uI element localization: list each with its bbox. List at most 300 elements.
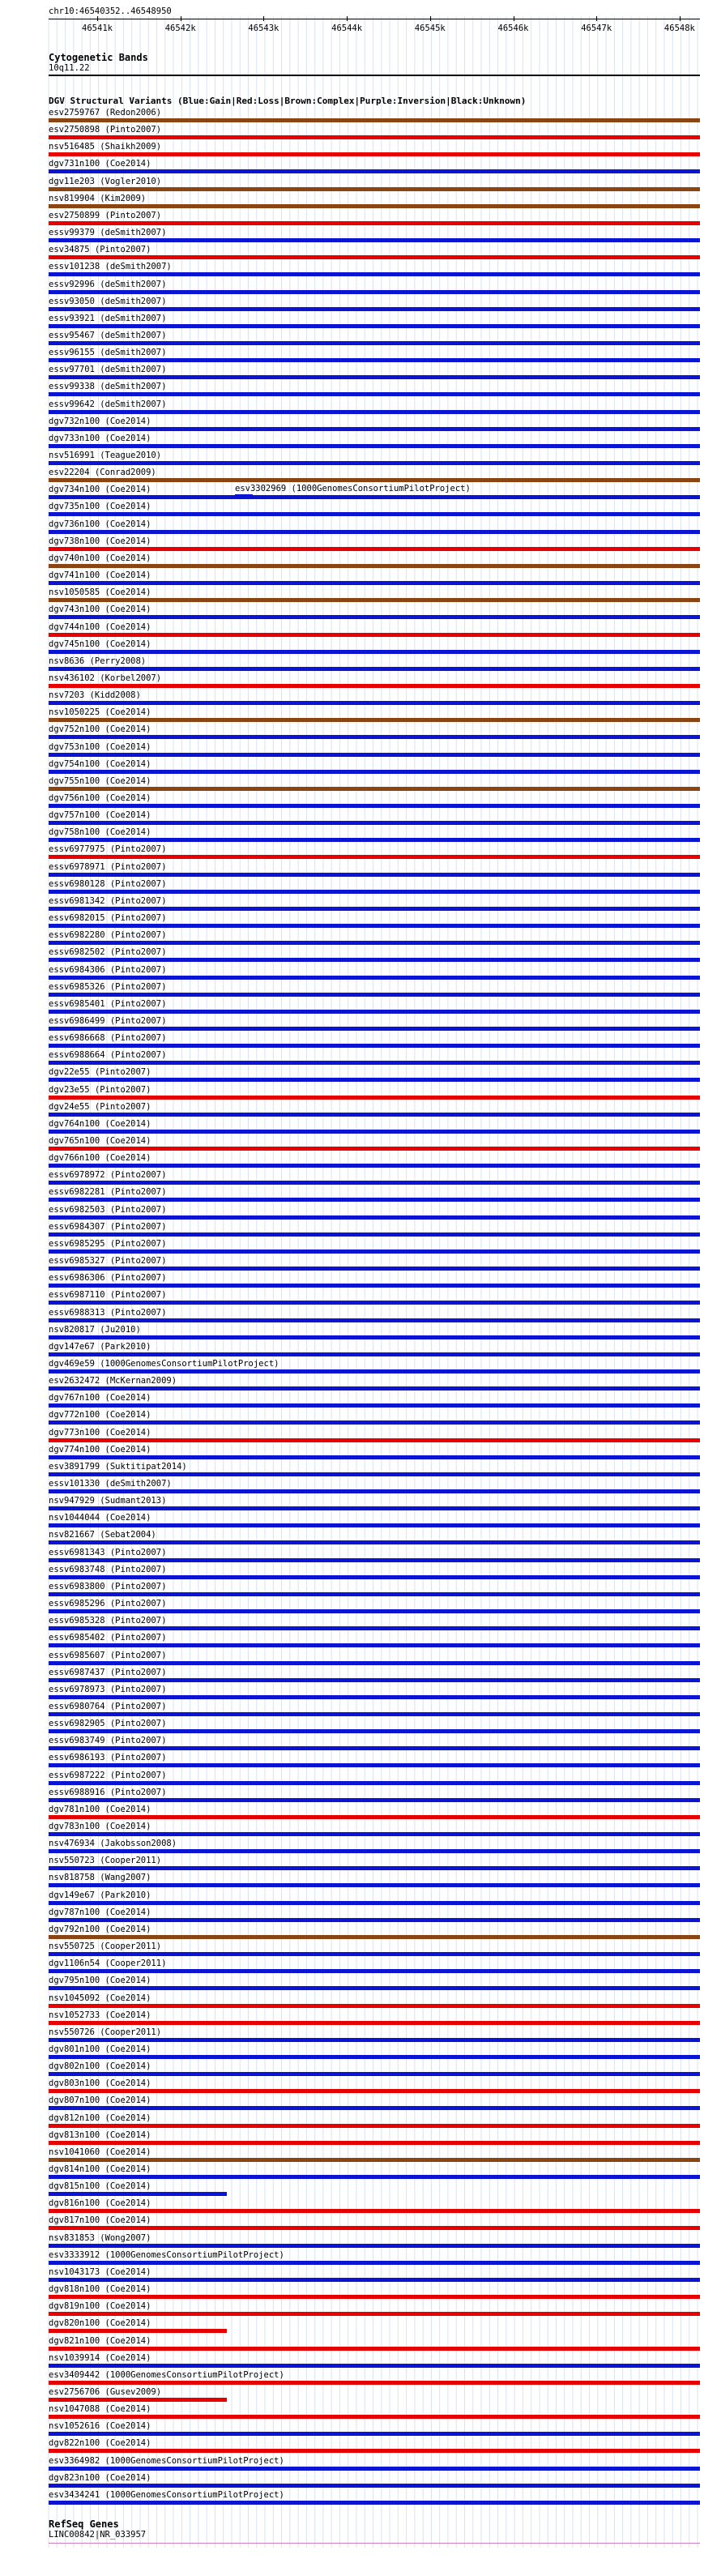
variant-bar[interactable]	[49, 1935, 700, 1939]
variant-label[interactable]: nsv550726 (Cooper2011)	[49, 2027, 162, 2037]
variant-label[interactable]: essv93921 (deSmith2007)	[49, 313, 167, 323]
variant-bar[interactable]	[49, 1592, 700, 1596]
ruler-tick-label: 46542k	[164, 23, 196, 33]
variant-bar[interactable]	[49, 2347, 700, 2351]
variant-bar[interactable]	[49, 1969, 700, 1973]
variant-bar[interactable]	[49, 375, 700, 379]
variant-label[interactable]: nsv516485 (Shaikh2009)	[49, 142, 162, 152]
variant-bar[interactable]	[49, 1181, 700, 1185]
variant-bar[interactable]	[49, 1044, 700, 1048]
variant-label[interactable]: esv3333912 (1000GenomesConsortiumPilotProject)	[49, 2249, 284, 2260]
variant-label[interactable]: dgv732n100 (Coe2014)	[49, 416, 151, 426]
variant-label[interactable]: nsv7203 (Kidd2008)	[49, 690, 141, 701]
variant-bar[interactable]	[49, 1643, 700, 1647]
variant-bar[interactable]	[49, 787, 700, 791]
variant-bar[interactable]	[49, 1609, 700, 1613]
variant-bar[interactable]	[49, 855, 700, 859]
variant-bar[interactable]	[49, 1403, 700, 1408]
variant-label[interactable]: dgv764n100 (Coe2014)	[49, 1118, 151, 1129]
variant-bar[interactable]	[49, 1096, 700, 1100]
variant-label[interactable]: essv6985326 (Pinto2007)	[49, 981, 167, 992]
variant-label[interactable]: dgv767n100 (Coe2014)	[49, 1393, 151, 1403]
variant-label[interactable]: dgv754n100 (Coe2014)	[49, 758, 151, 769]
ruler-tick	[97, 16, 98, 21]
variant-label[interactable]: essv6985295 (Pinto2007)	[49, 1238, 167, 1249]
variant-label[interactable]: nsv1050225 (Coe2014)	[49, 707, 151, 718]
variant-label[interactable]: dgv758n100 (Coe2014)	[49, 827, 151, 838]
variant-label[interactable]: essv6978972 (Pinto2007)	[49, 1170, 167, 1181]
variant-bar[interactable]	[49, 255, 700, 259]
variant-label[interactable]: essv6981342 (Pinto2007)	[49, 895, 167, 906]
cytoband-bar[interactable]	[49, 75, 700, 76]
variant-label[interactable]: nsv1039914 (Coe2014)	[49, 2352, 151, 2363]
variant-bar[interactable]	[49, 2175, 700, 2179]
variant-label[interactable]: nsv476934 (Jakobsson2008)	[49, 1839, 177, 1849]
variant-bar[interactable]	[49, 290, 700, 294]
variant-label[interactable]: essv93050 (deSmith2007)	[49, 296, 167, 306]
variant-label[interactable]: dgv820n100 (Coe2014)	[49, 2318, 151, 2329]
variant-label[interactable]: nsv8636 (Perry2008)	[49, 656, 147, 666]
ruler-tick-label: 46543k	[248, 23, 279, 33]
variant-bar[interactable]	[49, 2021, 700, 2025]
variant-bar[interactable]	[49, 1284, 700, 1288]
variant-bar[interactable]	[49, 718, 700, 722]
variant-label[interactable]: dgv740n100 (Coe2014)	[49, 553, 151, 563]
variant-label[interactable]: nsv1050585 (Coe2014)	[49, 587, 151, 598]
variant-label[interactable]: nsv820817 (Ju2010)	[49, 1324, 141, 1335]
variant-bar[interactable]	[49, 2106, 700, 2110]
variant-bar[interactable]	[49, 410, 700, 414]
variant-label[interactable]: essv6978971 (Pinto2007)	[49, 861, 167, 872]
variant-bar[interactable]	[49, 873, 700, 877]
variant-label[interactable]: essv6984306 (Pinto2007)	[49, 964, 167, 975]
variant-label[interactable]: dgv766n100 (Coe2014)	[49, 1153, 151, 1164]
variant-label[interactable]: essv6985296 (Pinto2007)	[49, 1599, 167, 1609]
variant-label[interactable]: dgv469e59 (1000GenomesConsortiumPilotProject)	[49, 1358, 279, 1369]
variant-label[interactable]: dgv783n100 (Coe2014)	[49, 1822, 151, 1831]
variant-bar[interactable]	[49, 753, 700, 757]
ruler-tick	[263, 16, 264, 21]
variant-label[interactable]: essv6982280 (Pinto2007)	[49, 930, 167, 941]
variant-label[interactable]: nsv1041060 (Coe2014)	[49, 2147, 151, 2157]
variant-label[interactable]: esv34875 (Pinto2007)	[49, 245, 151, 255]
variant-label[interactable]: dgv1106n54 (Cooper2011)	[49, 1959, 167, 1969]
variant-bar[interactable]	[49, 1746, 700, 1750]
variant-bar[interactable]	[49, 2501, 700, 2505]
variant-label[interactable]: essv6987110 (Pinto2007)	[49, 1290, 167, 1301]
variant-bar[interactable]	[49, 1661, 700, 1665]
variant-label[interactable]: nsv831853 (Wong2007)	[49, 2232, 151, 2243]
variant-label[interactable]: dgv774n100 (Coe2014)	[49, 1444, 151, 1455]
variant-label[interactable]: essv99642 (deSmith2007)	[49, 399, 167, 409]
variant-label[interactable]: essv6982503 (Pinto2007)	[49, 1204, 167, 1215]
variant-bar[interactable]	[49, 495, 700, 499]
variant-label[interactable]: nsv436102 (Korbel2007)	[49, 673, 162, 683]
variant-bar[interactable]	[49, 221, 700, 225]
variant-label[interactable]: esv3409442 (1000GenomesConsortiumPilotProject)	[49, 2369, 284, 2380]
variant-bar[interactable]	[49, 1815, 700, 1819]
variant-bar[interactable]	[49, 2141, 700, 2145]
refseq-gene-label[interactable]: LINC00842|NR_033957	[49, 2530, 147, 2540]
variant-label[interactable]: dgv757n100 (Coe2014)	[49, 810, 151, 821]
variant-label[interactable]: essv6977975 (Pinto2007)	[49, 844, 167, 855]
variant-bar[interactable]	[49, 1250, 700, 1254]
variant-label[interactable]: essv6985402 (Pinto2007)	[49, 1633, 167, 1643]
variant-label[interactable]: dgv731n100 (Coe2014)	[49, 159, 151, 169]
variant-label[interactable]: dgv149e67 (Park2010)	[49, 1890, 151, 1900]
variant-label[interactable]: dgv755n100 (Coe2014)	[49, 775, 151, 786]
variant-bar[interactable]	[49, 2124, 700, 2128]
variant-bar[interactable]	[49, 1952, 700, 1956]
variant-bar[interactable]	[49, 392, 700, 396]
variant-label[interactable]: dgv741n100 (Coe2014)	[49, 570, 151, 581]
variant-label[interactable]: dgv745n100 (Coe2014)	[49, 639, 151, 649]
variant-bar[interactable]	[49, 924, 700, 928]
variant-label[interactable]: essv6978973 (Pinto2007)	[49, 1684, 167, 1694]
variant-bar[interactable]	[49, 907, 700, 911]
variant-bar[interactable]	[49, 358, 700, 362]
variant-bar[interactable]	[49, 2329, 227, 2333]
variant-label[interactable]: dgv813n100 (Coe2014)	[49, 2130, 151, 2140]
variant-label[interactable]: essv6982281 (Pinto2007)	[49, 1187, 167, 1198]
variant-label[interactable]: essv6983749 (Pinto2007)	[49, 1736, 167, 1746]
variant-label[interactable]: esv2750899 (Pinto2007)	[49, 210, 162, 220]
variant-label[interactable]: essv6986499 (Pinto2007)	[49, 1015, 167, 1026]
variant-bar[interactable]	[49, 1061, 700, 1065]
variant-label[interactable]: dgv816n100 (Coe2014)	[49, 2198, 151, 2209]
variant-bar[interactable]	[49, 667, 700, 671]
variant-label[interactable]: dgv738n100 (Coe2014)	[49, 536, 151, 546]
variant-bar[interactable]	[49, 1215, 700, 1220]
variant-bar[interactable]	[49, 238, 700, 242]
variant-bar[interactable]	[49, 2381, 700, 2385]
variant-bar[interactable]	[49, 564, 700, 568]
variant-label[interactable]: dgv773n100 (Coe2014)	[49, 1427, 151, 1438]
variant-bar[interactable]	[49, 2261, 700, 2265]
variant-bar[interactable]	[49, 2226, 700, 2230]
variant-bar[interactable]	[49, 1369, 700, 1373]
variant-bar[interactable]	[49, 2312, 700, 2316]
variant-label[interactable]: essv97701 (deSmith2007)	[49, 365, 167, 375]
variant-bar[interactable]	[49, 307, 700, 311]
variant-label[interactable]: essv99379 (deSmith2007)	[49, 228, 167, 238]
variant-bar[interactable]	[49, 2364, 700, 2368]
variant-bar[interactable]	[49, 821, 700, 825]
variant-bar[interactable]	[49, 1455, 700, 1459]
variant-label[interactable]: dgv736n100 (Coe2014)	[49, 519, 151, 529]
variant-label[interactable]: essv6987222 (Pinto2007)	[49, 1770, 167, 1780]
variant-label[interactable]: essv6983800 (Pinto2007)	[49, 1581, 167, 1591]
variant-bar[interactable]	[49, 272, 700, 276]
variant-bar[interactable]	[49, 581, 700, 585]
variant-label[interactable]: nsv1044044 (Coe2014)	[49, 1513, 151, 1523]
variant-bar[interactable]	[49, 1763, 700, 1767]
variant-label[interactable]: dgv822n100 (Coe2014)	[49, 2438, 151, 2449]
variant-label[interactable]: essv92996 (deSmith2007)	[49, 279, 167, 289]
variant-bar[interactable]	[49, 2192, 227, 2196]
variant-bar[interactable]	[49, 1267, 700, 1271]
variant-label[interactable]: dgv819n100 (Coe2014)	[49, 2301, 151, 2312]
variant-label[interactable]: essv101238 (deSmith2007)	[49, 262, 172, 272]
variant-bar[interactable]	[49, 2415, 700, 2419]
variant-label[interactable]: essv6985327 (Pinto2007)	[49, 1256, 167, 1267]
variant-bar[interactable]	[49, 2089, 700, 2093]
variant-bar[interactable]	[49, 1420, 700, 1425]
variant-bar[interactable]	[49, 1558, 700, 1562]
variant-bar[interactable]	[49, 1232, 700, 1237]
variant-bar[interactable]	[49, 2158, 700, 2162]
variant-bar[interactable]	[49, 1164, 700, 1168]
variant-bar[interactable]	[49, 1027, 700, 1031]
variant-bar[interactable]	[49, 598, 700, 602]
variant-label[interactable]: esv2759767 (Redon2006)	[49, 108, 162, 117]
cytoband-track-title: Cytogenetic Bands	[49, 52, 148, 63]
refseq-track-title: RefSeq Genes	[49, 2518, 119, 2530]
variant-label[interactable]: dgv772n100 (Coe2014)	[49, 1410, 151, 1420]
variant-label[interactable]: dgv765n100 (Coe2014)	[49, 1136, 151, 1146]
variant-bar[interactable]	[49, 2004, 700, 2008]
refseq-gene-line[interactable]	[49, 2543, 700, 2544]
variant-bar[interactable]	[49, 1901, 700, 1905]
variant-bar[interactable]	[49, 1986, 700, 1990]
variant-label[interactable]: essv6981343 (Pinto2007)	[49, 1547, 167, 1557]
inline-variant-label[interactable]: esv3302969 (1000GenomesConsortiumPilotProject)	[235, 484, 471, 493]
variant-bar[interactable]	[49, 1078, 700, 1082]
variant-bar[interactable]	[49, 2244, 700, 2248]
variant-label[interactable]: essv6980128 (Pinto2007)	[49, 878, 167, 889]
variant-label[interactable]: essv6985607 (Pinto2007)	[49, 1650, 167, 1660]
variant-label[interactable]: essv6986306 (Pinto2007)	[49, 1273, 167, 1284]
variant-label[interactable]: dgv815n100 (Coe2014)	[49, 2181, 151, 2192]
variant-label[interactable]: esv3364982 (1000GenomesConsortiumPilotProject)	[49, 2455, 284, 2466]
variant-label[interactable]: dgv22e55 (Pinto2007)	[49, 1067, 151, 1078]
variant-bar[interactable]	[49, 169, 700, 173]
variant-bar[interactable]	[49, 1626, 700, 1630]
variant-label[interactable]: essv6983748 (Pinto2007)	[49, 1564, 167, 1574]
variant-bar[interactable]	[49, 341, 700, 345]
variant-label[interactable]: nsv947929 (Sudmant2013)	[49, 1496, 167, 1506]
inline-variant-bar[interactable]	[235, 494, 253, 498]
variant-label[interactable]: nsv1043173 (Coe2014)	[49, 2266, 151, 2277]
variant-label[interactable]: essv6988313 (Pinto2007)	[49, 1307, 167, 1318]
variant-label[interactable]: dgv23e55 (Pinto2007)	[49, 1084, 151, 1095]
variant-label[interactable]: nsv550723 (Cooper2011)	[49, 1856, 162, 1866]
variant-label[interactable]: essv96155 (deSmith2007)	[49, 348, 167, 358]
variant-label[interactable]: dgv752n100 (Coe2014)	[49, 724, 151, 735]
variant-bar[interactable]	[49, 2484, 700, 2488]
variant-label[interactable]: essv95467 (deSmith2007)	[49, 330, 167, 340]
variant-bar[interactable]	[49, 530, 700, 534]
variant-label[interactable]: nsv1052616 (Coe2014)	[49, 2421, 151, 2432]
variant-label[interactable]: esv22204 (Conrad2009)	[49, 468, 156, 478]
variant-label[interactable]: dgv821n100 (Coe2014)	[49, 2335, 151, 2346]
variant-bar[interactable]	[49, 1712, 700, 1716]
variant-label[interactable]: dgv743n100 (Coe2014)	[49, 604, 151, 615]
variant-label[interactable]: dgv795n100 (Coe2014)	[49, 1976, 151, 1986]
variant-label[interactable]: nsv1045092 (Coe2014)	[49, 1993, 151, 2003]
variant-label[interactable]: dgv11e203 (Vogler2010)	[49, 176, 162, 186]
variant-label[interactable]: dgv744n100 (Coe2014)	[49, 622, 151, 632]
variant-bar[interactable]	[49, 2449, 700, 2453]
position-label: chr10:46540352..46548950	[49, 6, 172, 16]
variant-bar[interactable]	[49, 1301, 700, 1305]
variant-bar[interactable]	[49, 2278, 700, 2282]
variant-bar[interactable]	[49, 1198, 700, 1202]
variant-label[interactable]: essv6986668 (Pinto2007)	[49, 1033, 167, 1044]
ruler-tick-label: 46544k	[331, 23, 363, 33]
variant-bar[interactable]	[49, 615, 700, 619]
variant-label[interactable]: nsv821667 (Sebat2004)	[49, 1530, 156, 1540]
variant-bar[interactable]	[49, 2038, 700, 2042]
variant-bar[interactable]	[49, 512, 700, 516]
variant-label[interactable]: dgv792n100 (Coe2014)	[49, 1924, 151, 1934]
ruler-tick-label: 46548k	[663, 23, 695, 33]
variant-label[interactable]: dgv787n100 (Coe2014)	[49, 1907, 151, 1917]
variant-label[interactable]: dgv147e67 (Park2010)	[49, 1341, 151, 1352]
variant-bar[interactable]	[49, 427, 700, 431]
variant-bar[interactable]	[49, 1352, 700, 1356]
variant-bar[interactable]	[49, 1506, 700, 1510]
variant-bar[interactable]	[49, 890, 700, 894]
variant-label[interactable]: essv6982905 (Pinto2007)	[49, 1719, 167, 1729]
variant-bar[interactable]	[49, 1318, 700, 1322]
variant-label[interactable]: dgv801n100 (Coe2014)	[49, 2044, 151, 2054]
variant-bar[interactable]	[49, 2432, 700, 2436]
variant-bar[interactable]	[49, 324, 700, 328]
variant-bar[interactable]	[49, 1849, 700, 1853]
variant-bar[interactable]	[49, 701, 700, 705]
variant-bar[interactable]	[49, 1883, 700, 1887]
variant-bar[interactable]	[49, 2467, 700, 2471]
variant-bar[interactable]	[49, 650, 700, 654]
ruler-tick	[596, 16, 597, 21]
variant-bar[interactable]	[49, 1729, 700, 1733]
variant-label[interactable]: dgv735n100 (Coe2014)	[49, 502, 151, 512]
variant-label[interactable]: essv99338 (deSmith2007)	[49, 382, 167, 392]
variant-bar[interactable]	[49, 2398, 227, 2402]
variant-bar[interactable]	[49, 1678, 700, 1682]
variant-bar[interactable]	[49, 1489, 700, 1493]
ruler-tick	[347, 16, 348, 21]
variant-bar[interactable]	[49, 958, 700, 962]
variant-label[interactable]: essv6982502 (Pinto2007)	[49, 947, 167, 958]
variant-label[interactable]: nsv1047088 (Coe2014)	[49, 2404, 151, 2415]
variant-label[interactable]: essv6980764 (Pinto2007)	[49, 1701, 167, 1711]
variant-bar[interactable]	[49, 804, 700, 808]
variant-bar[interactable]	[49, 770, 700, 774]
dgv-track-title: DGV Structural Variants (Blue:Gain|Red:Loss|Brown:Complex|Purple:Inversion|Black:Unknown)	[49, 96, 527, 106]
variant-label[interactable]: dgv814n100 (Coe2014)	[49, 2164, 151, 2174]
variant-bar[interactable]	[49, 1781, 700, 1785]
variant-bar[interactable]	[49, 152, 700, 156]
variant-bar[interactable]	[49, 941, 700, 945]
variant-label[interactable]: dgv781n100 (Coe2014)	[49, 1804, 151, 1814]
variant-bar[interactable]	[49, 1918, 700, 1922]
variant-bar[interactable]	[49, 2072, 700, 2076]
variant-label[interactable]: dgv734n100 (Coe2014)	[49, 485, 151, 495]
variant-bar[interactable]	[49, 461, 700, 465]
variant-label[interactable]: dgv817n100 (Coe2014)	[49, 2215, 151, 2226]
variant-label[interactable]: essv6982015 (Pinto2007)	[49, 913, 167, 924]
variant-bar[interactable]	[49, 1386, 700, 1391]
variant-bar[interactable]	[49, 1438, 700, 1442]
variant-bar[interactable]	[49, 1798, 700, 1802]
ruler-tick-label: 46546k	[497, 23, 529, 33]
variant-bar[interactable]	[49, 633, 700, 637]
variant-label[interactable]: dgv818n100 (Coe2014)	[49, 2284, 151, 2295]
variant-label[interactable]: dgv756n100 (Coe2014)	[49, 793, 151, 803]
variant-bar[interactable]	[49, 838, 700, 842]
variant-bar[interactable]	[49, 735, 700, 739]
variant-bar[interactable]	[49, 547, 700, 551]
ruler-tick-label: 46541k	[82, 23, 113, 33]
variant-label[interactable]: dgv823n100 (Coe2014)	[49, 2472, 151, 2483]
variant-bar[interactable]	[49, 993, 700, 997]
variant-bar[interactable]	[49, 118, 700, 122]
variant-label[interactable]: essv6985401 (Pinto2007)	[49, 998, 167, 1009]
variant-label[interactable]: essv6988664 (Pinto2007)	[49, 1050, 167, 1061]
variant-label[interactable]: nsv516991 (Teague2010)	[49, 451, 162, 460]
variant-label[interactable]: esv3891799 (Suktitipat2014)	[49, 1461, 187, 1472]
variant-bar[interactable]	[49, 1866, 700, 1870]
variant-label[interactable]: dgv753n100 (Coe2014)	[49, 741, 151, 752]
variant-label[interactable]: nsv1052733 (Coe2014)	[49, 2010, 151, 2020]
variant-label[interactable]: dgv802n100 (Coe2014)	[49, 2061, 151, 2072]
variant-bar[interactable]	[49, 1130, 700, 1134]
variant-label[interactable]: esv3434241 (1000GenomesConsortiumPilotProject)	[49, 2489, 284, 2500]
variant-label[interactable]: nsv819904 (Kim2009)	[49, 193, 147, 203]
variant-bar[interactable]	[49, 1832, 700, 1836]
variant-bar[interactable]	[49, 444, 700, 448]
variant-label[interactable]: essv6985328 (Pinto2007)	[49, 1616, 167, 1626]
variant-bar[interactable]	[49, 1523, 700, 1527]
variant-bar[interactable]	[49, 135, 700, 139]
variant-label[interactable]: essv6984307 (Pinto2007)	[49, 1221, 167, 1232]
variant-bar[interactable]	[49, 1695, 700, 1699]
variant-bar[interactable]	[49, 976, 700, 980]
variant-label[interactable]: essv6986193 (Pinto2007)	[49, 1753, 167, 1763]
variant-bar[interactable]	[49, 1575, 700, 1579]
variant-label[interactable]: essv6988916 (Pinto2007)	[49, 1787, 167, 1797]
variant-label[interactable]: essv6987437 (Pinto2007)	[49, 1667, 167, 1677]
variant-bar[interactable]	[49, 684, 700, 688]
variant-label[interactable]: dgv807n100 (Coe2014)	[49, 2095, 151, 2106]
variant-label[interactable]: dgv24e55 (Pinto2007)	[49, 1101, 151, 1112]
variant-bar[interactable]	[49, 187, 700, 191]
variant-bar[interactable]	[49, 204, 700, 208]
variant-bar[interactable]	[49, 2209, 700, 2213]
variant-bar[interactable]	[49, 2295, 700, 2299]
variant-bar[interactable]	[49, 478, 700, 482]
variant-label[interactable]: esv2632472 (McKernan2009)	[49, 1376, 177, 1386]
variant-label[interactable]: dgv812n100 (Coe2014)	[49, 2112, 151, 2123]
variant-bar[interactable]	[49, 1010, 700, 1014]
variant-label[interactable]: nsv818758 (Wang2007)	[49, 1873, 151, 1883]
variant-bar[interactable]	[49, 2055, 700, 2059]
variant-label[interactable]: dgv803n100 (Coe2014)	[49, 2078, 151, 2089]
variant-label[interactable]: esv2750898 (Pinto2007)	[49, 125, 162, 135]
variant-bar[interactable]	[49, 1113, 700, 1117]
variant-label[interactable]: essv101330 (deSmith2007)	[49, 1479, 172, 1489]
variant-bar[interactable]	[49, 1147, 700, 1151]
variant-label[interactable]: nsv550725 (Cooper2011)	[49, 1942, 162, 1952]
variant-bar[interactable]	[49, 1335, 700, 1339]
ruler-tick-label: 46545k	[414, 23, 446, 33]
variant-label[interactable]: dgv733n100 (Coe2014)	[49, 433, 151, 443]
variant-bar[interactable]	[49, 1472, 700, 1476]
variant-bar[interactable]	[49, 1540, 700, 1544]
variant-label[interactable]: esv2756706 (Gusev2009)	[49, 2386, 162, 2397]
